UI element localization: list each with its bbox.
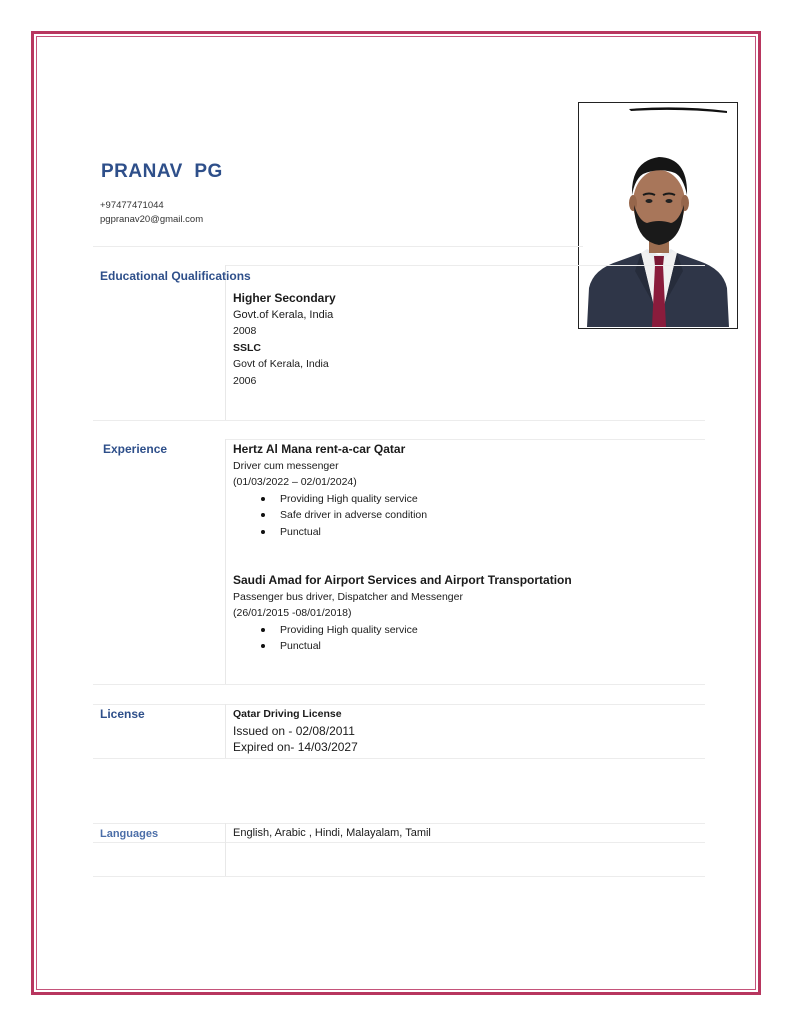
section-divider [93,420,705,421]
column-divider [225,265,226,420]
job-role: Passenger bus driver, Dispatcher and Messenger [233,590,463,603]
languages-label: Languages [100,828,159,840]
education-year: 2006 [233,374,257,387]
candidate-name: PRANAV PG [101,161,223,182]
education-content [233,290,336,389]
section-divider [93,876,705,877]
section-divider [93,758,705,759]
job-period: (26/01/2015 -08/01/2018) [233,607,352,619]
education-title: SSLC [233,341,262,354]
experience-job-2 [233,572,572,655]
license-expired: Expired on- 14/03/2027 [233,740,358,754]
list-item: Safe driver in adverse condition [261,507,427,524]
job-company: Saudi Amad for Airport Services and Airport Transportation [233,573,572,587]
experience-label: Experience [103,442,168,456]
education-institution: Govt of Kerala, India [233,358,329,370]
column-divider [225,823,226,877]
languages-value: English, Arabic , Hindi, Malayalam, Tamil [233,827,431,839]
job-period: (01/03/2022 – 02/01/2024) [233,476,357,488]
license-content [233,706,358,756]
section-divider [225,439,705,440]
job-role: Driver cum messenger [233,459,339,472]
job-company: Hertz Al Mana rent-a-car Qatar [233,442,406,456]
section-divider [93,246,583,247]
column-divider [225,439,226,684]
education-label: Educational Qualifications [100,269,251,283]
email-address: pgpranav20@gmail.com [100,214,204,225]
section-divider [93,684,705,685]
list-item: Punctual [261,524,427,541]
section-divider [93,704,705,705]
education-year: 2008 [233,325,257,337]
license-label: License [100,707,145,721]
license-title: Qatar Driving License [233,708,342,720]
phone-number: +97477471044 [100,200,164,211]
section-divider [93,842,705,843]
experience-job-1 [233,441,427,540]
section-divider [225,265,705,266]
column-divider [225,704,226,758]
list-item: Providing High quality service [261,622,572,639]
license-issued: Issued on - 02/08/2011 [233,723,355,738]
job-points [261,622,572,655]
profile-photo-icon [579,103,736,327]
education-title: Higher Secondary [233,291,336,305]
contact-block [100,199,203,227]
section-divider [93,823,705,824]
education-institution: Govt.of Kerala, India [233,308,334,321]
list-item: Punctual [261,638,572,655]
job-points [261,491,427,541]
list-item: Providing High quality service [261,491,427,508]
profile-photo [578,102,738,329]
